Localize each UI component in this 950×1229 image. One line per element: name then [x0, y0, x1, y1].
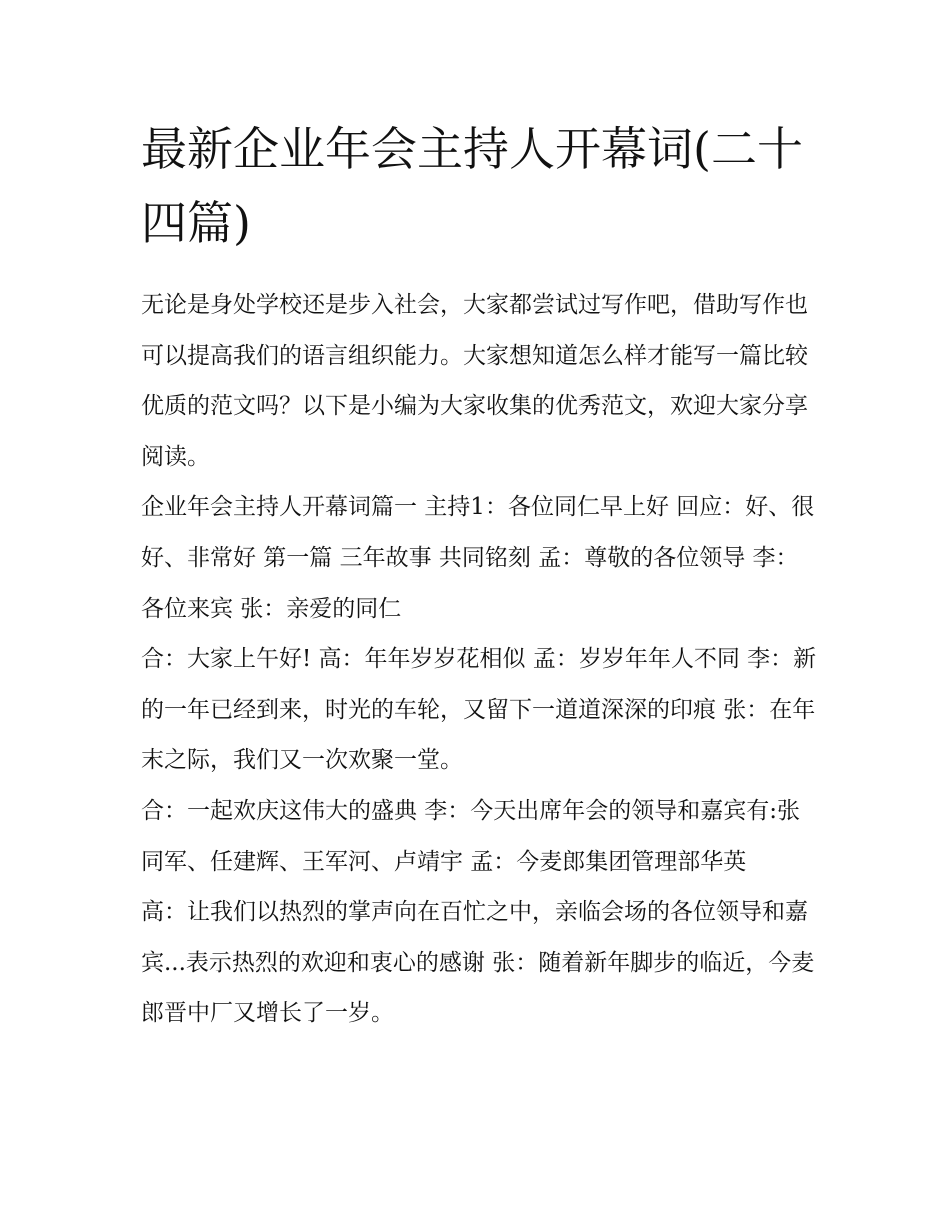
paragraph: 无论是身处学校还是步入社会，大家都尝试过写作吧，借助写作也可以提高我们的语言组织能力。大家想知道怎么样才能写一篇比较优质的范文吗？以下是小编为大家收集的优秀范文，欢迎大家分享阅读。 [141, 292, 808, 470]
paragraph: 企业年会主持人开幕词篇一 主持1：各位同仁早上好 回应：好、很好、非常好 第一篇 三年故事 共同铭刻 孟：尊敬的各位领导 李：各位来宾 张：亲爱的同仁 [141, 494, 815, 622]
document-body [141, 280, 821, 1039]
paragraph: 合：一起欢庆这伟大的盛典 李：今天出席年会的领导和嘉宾有:张同军、任建辉、王军河、卢靖宇 孟：今麦郎集团管理部华英 [141, 797, 801, 875]
paragraph: 合：大家上午好! 高：年年岁岁花相似 孟：岁岁年年人不同 李：新的一年已经到来，时光的车轮，又留下一道道深深的印痕 张：在年末之际，我们又一次欢聚一堂。 [141, 646, 817, 774]
paragraph: 高：让我们以热烈的掌声向在百忙之中，亲临会场的各位领导和嘉宾...表示热烈的欢迎和衷心的感谢 张：随着新年脚步的临近，今麦郎晋中厂又增长了一岁。 [141, 899, 815, 1027]
document-title: 最新企业年会主持人开幕词(二十四篇) [141, 122, 803, 250]
